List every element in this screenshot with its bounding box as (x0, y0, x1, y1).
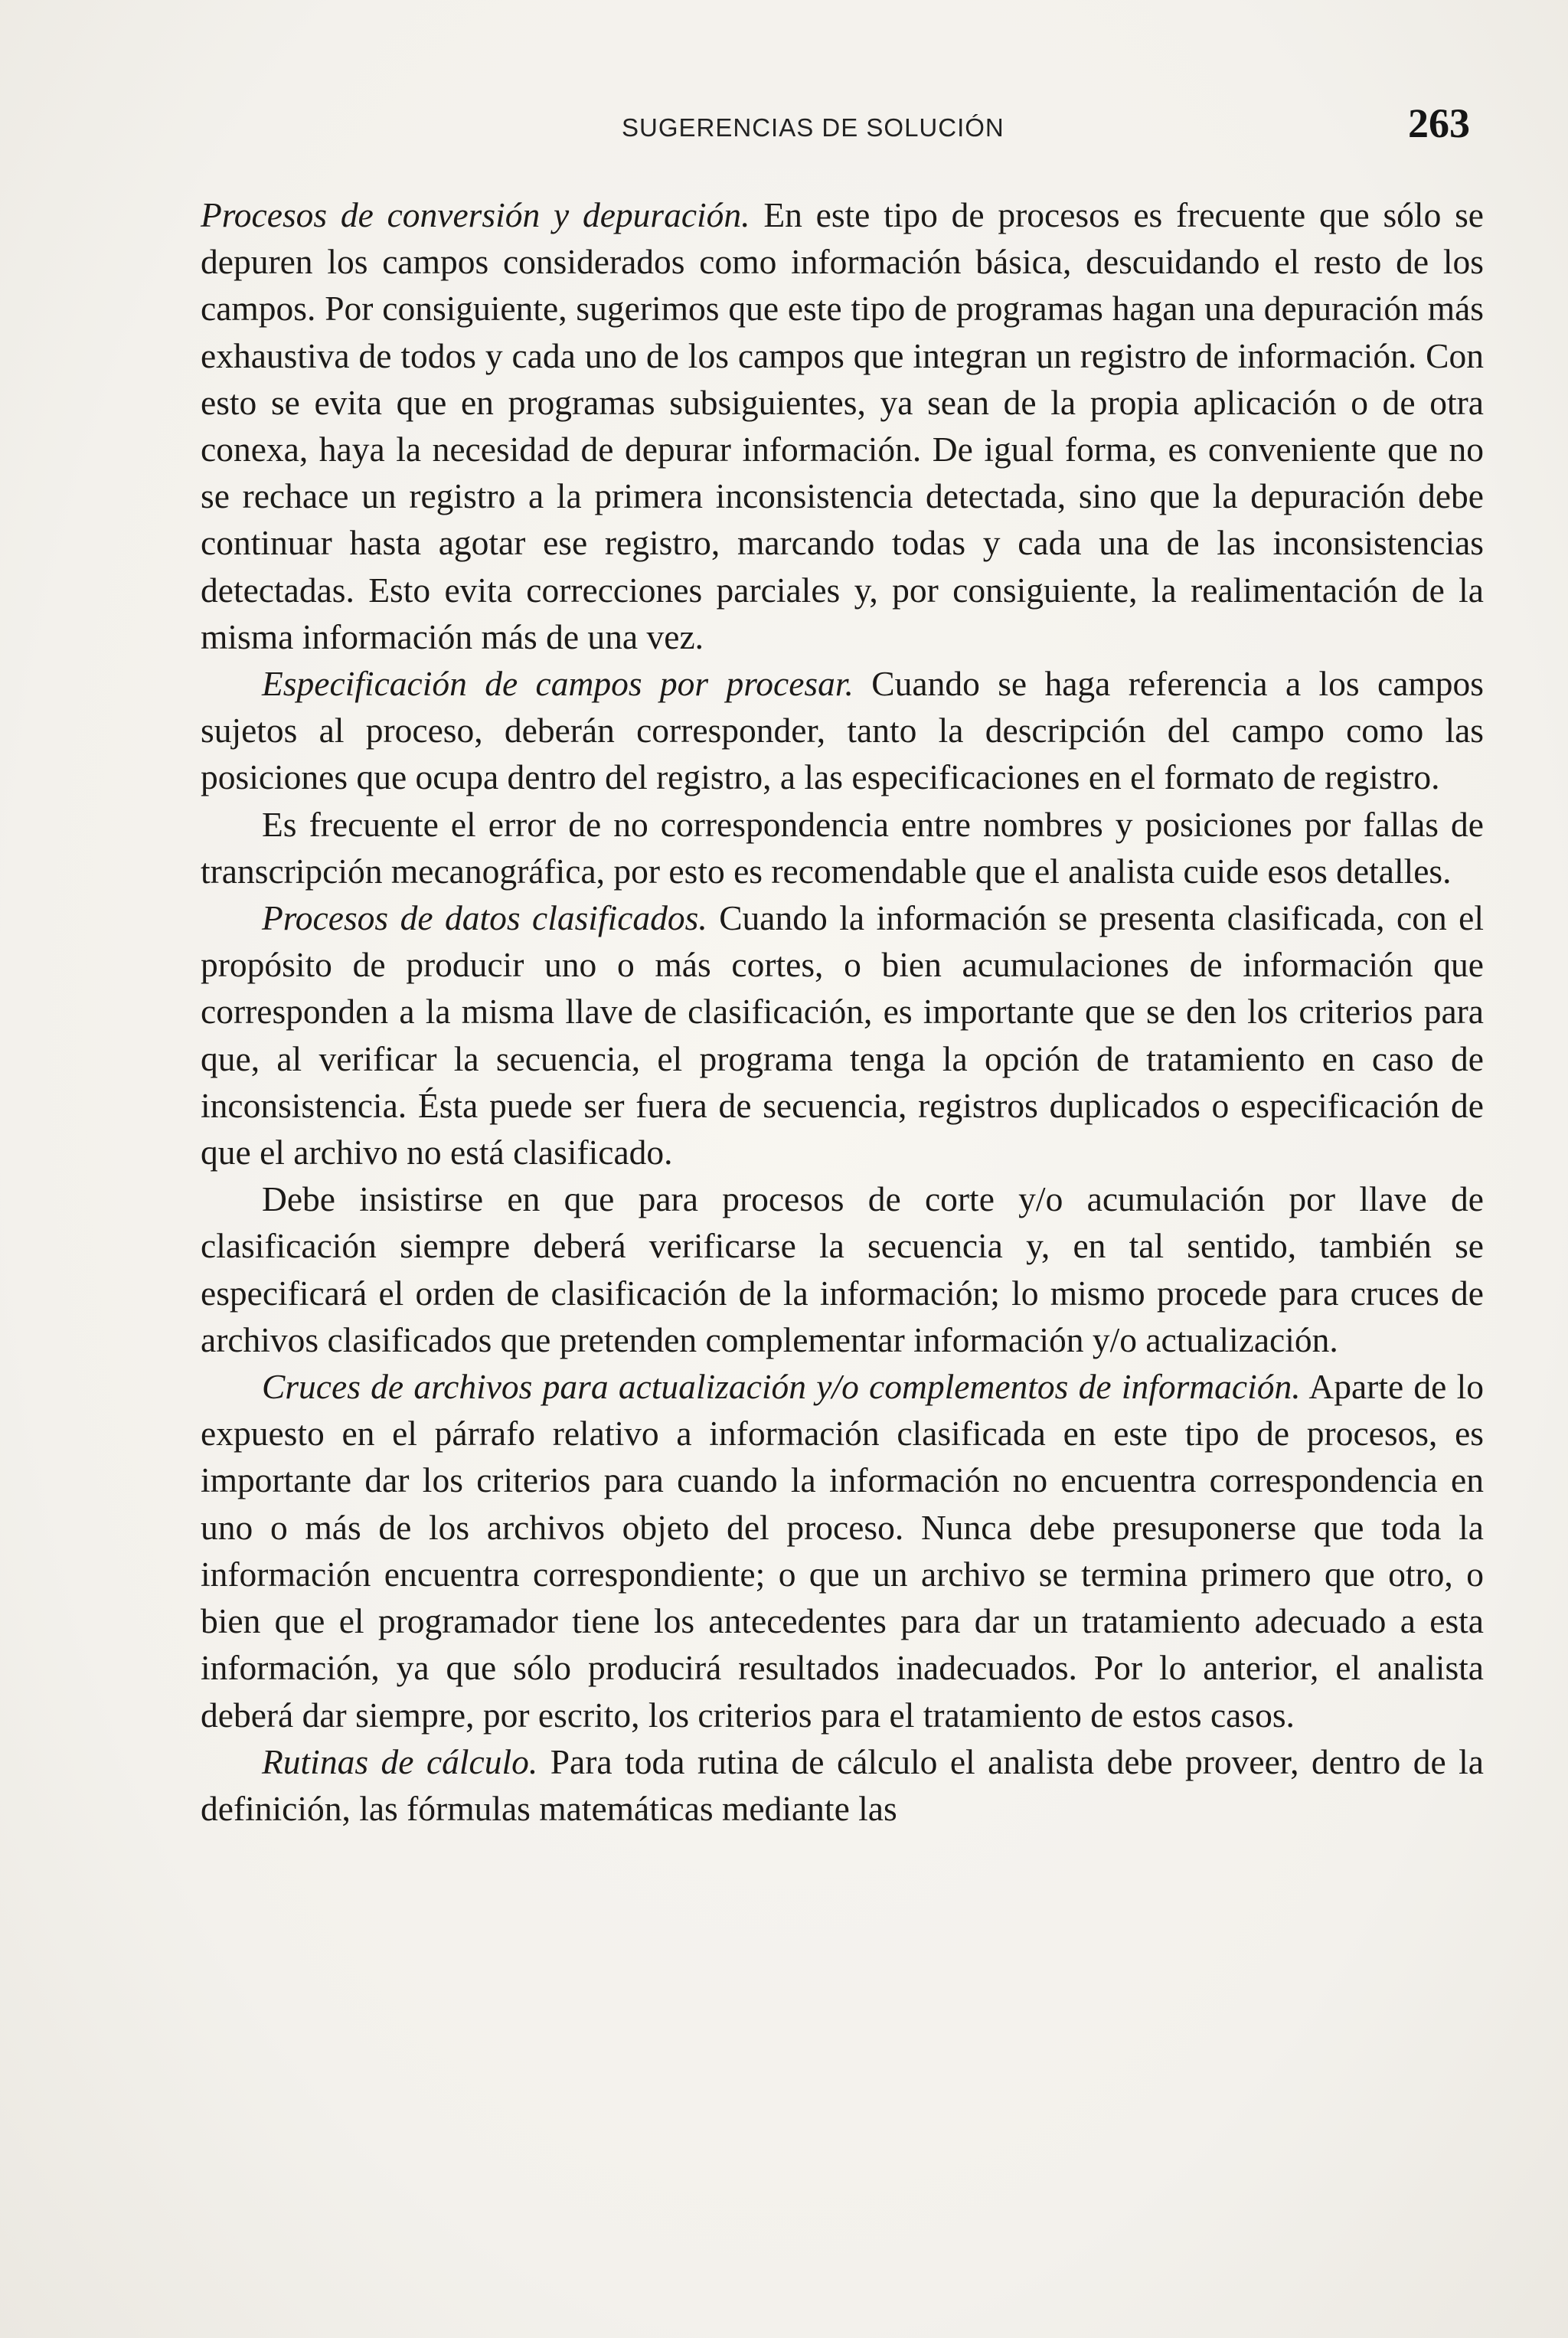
paragraph-body: Es frecuente el error de no correspondencia entre nombres y posiciones por fallas de transcripción mecanográfica, por esto es recomendable que el analista cuide esos detalles. (201, 804, 1484, 891)
paragraph-body: Debe insistirse en que para procesos de corte y/o acumulación por llave de clasificación siempre deberá verificarse la secuencia y, en tal sentido, también se especificará el orden de clasificación de la información; lo mismo procede para cruces de archivos clasificados que pretenden complementar información y/o actualización. (201, 1179, 1484, 1359)
paragraph-especificacion-campos (201, 660, 1484, 801)
paragraph-heading: Especificación de campos por procesar. (262, 664, 854, 704)
paragraph-body: Aparte de lo expuesto en el párrafo relativo a información clasificada en este tipo de procesos, es importante dar los criterios para cuando la información no encuentra correspondencia en uno o más de los archivos objeto del proceso. Nunca debe presuponerse que toda la información encuentra correspondiente; o que un archivo se termina primero que otro, o bien que el programador tiene los antecedentes para dar un tratamiento adecuado a esta información, ya que sólo producirá resultados inadecuados. Por lo anterior, el analista deberá dar siempre, por escrito, los criterios para el tratamiento de estos casos. (201, 1367, 1484, 1735)
paragraph-body: Cuando se haga referencia a los campos sujetos al proceso, deberán corresponder, tanto la descripción del campo como las posiciones que ocupa dentro del registro, a las especificaciones en el formato de registro. (201, 664, 1484, 797)
paragraph-heading: Procesos de datos clasificados. (262, 898, 707, 938)
running-head: SUGERENCIAS DE SOLUCIÓN (622, 113, 1004, 142)
paragraph-heading: Procesos de conversión y depuración. (201, 195, 750, 234)
paragraph-heading: Rutinas de cálculo. (262, 1741, 538, 1781)
paragraph-body: Para toda rutina de cálculo el analista debe proveer, dentro de la definición, las fórmulas matemáticas mediante las (201, 1741, 1484, 1828)
paragraph-body: En este tipo de procesos es frecuente que sólo se depuren los campos considerados como información básica, descuidando el resto de los campos. Por consiguiente, sugerimos que este tipo de programas hagan una depuración más exhaustiva de todos y cada uno de los campos que integran un registro de información. Con esto se evita que en programas subsiguientes, ya sean de la propia aplicación o de otra conexa, haya la necesidad de depurar información. De igual forma, es conveniente que no se rechace un registro a la primera inconsistencia detectada, sino que la depuración debe continuar hasta agotar ese registro, marcando todas y cada una de las inconsistencias detectadas. Esto evita correcciones parciales y, por consiguiente, la realimentación de la misma información más de una vez. (201, 195, 1484, 656)
paragraph-datos-clasificados (201, 894, 1484, 1176)
paragraph-rutinas-calculo (201, 1738, 1484, 1832)
paragraph-corte-acumulacion (201, 1176, 1484, 1363)
page-number: 263 (1408, 100, 1470, 146)
paragraph-cruces-archivos (201, 1363, 1484, 1738)
paragraph-conversion-depuracion (201, 191, 1484, 660)
paragraph-heading: Cruces de archivos para actualización y/o complementos de información. (262, 1367, 1301, 1407)
paragraph-error-correspondencia (201, 801, 1484, 894)
body-text (201, 191, 1484, 1832)
paragraph-body: Cuando la información se presenta clasificada, con el propósito de producir uno o más cortes, o bien acumulaciones de información que corresponden a la misma llave de clasificación, es importante que se den los criterios para que, al verificar la secuencia, el programa tenga la opción de tratamiento en caso de inconsistencia. Ésta puede ser fuera de secuencia, registros duplicados o especificación de que el archivo no está clasificado. (201, 898, 1484, 1172)
